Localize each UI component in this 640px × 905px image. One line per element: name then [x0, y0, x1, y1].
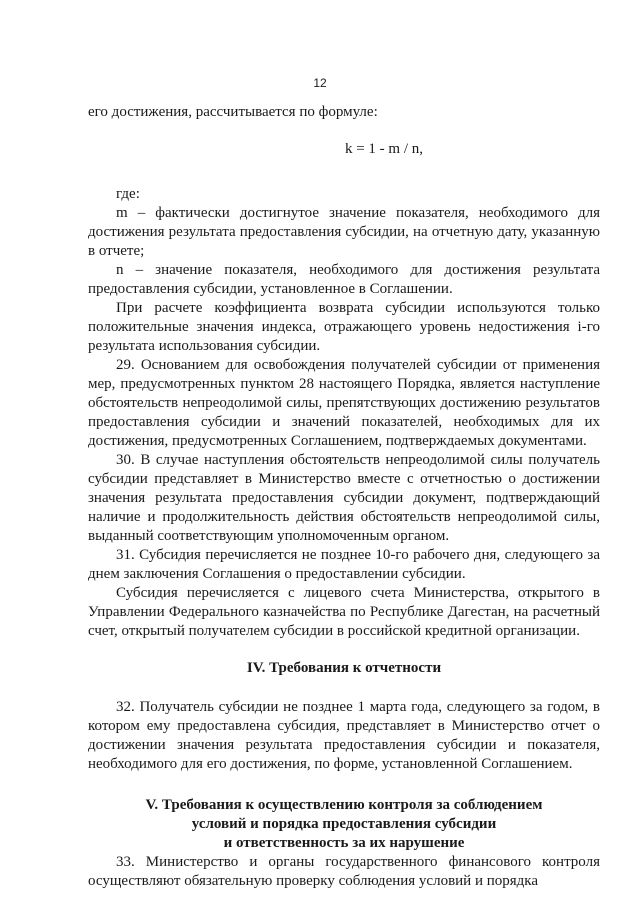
- where-label: где:: [116, 186, 140, 202]
- definition-n: n – значение показателя, необходимого для достижения результата предоставления субсидии, установленное в Соглашении.: [88, 262, 600, 297]
- paragraph-31: 31. Субсидия перечисляется не позднее 10-го рабочего дня, следующего за днем заключения Соглашения о предоставлении субсидии.: [88, 547, 600, 582]
- paragraph-31-transfer: Субсидия перечисляется с лицевого счета Министерства, открытого в Управлении Федерального казначейства по Республике Дагестан, на расчетный счет, открытый получателем субсидии в российской кредитной организации.: [88, 585, 600, 639]
- section-4-heading: IV. Требования к отчетности: [246, 660, 442, 676]
- paragraph-30: 30. В случае наступления обстоятельств непреодолимой силы получатель субсидии представляет в Министерство вместе с отчетностью о достижении значения результата предоставления субсидии документ, подтверждающий наличие и продолжительность действия обстоятельств непреодолимой силы, выданный соответствующим уполномоченным органом.: [88, 452, 600, 544]
- page-number: 12: [313, 76, 327, 90]
- paragraph-33: 33. Министерство и органы государственного финансового контроля осуществляют обязательную проверку соблюдения условий и порядка: [88, 854, 600, 889]
- definition-m: m – фактически достигнутое значение показателя, необходимого для достижения результата предоставления субсидии, на отчетную дату, указанную в отчете;: [88, 205, 600, 259]
- paragraph-32: 32. Получатель субсидии не позднее 1 марта года, следующего за годом, в котором ему предоставлена субсидия, представляет в Министерство отчет о достижении значения результата предоставления субсидии и показателя, необходимого для его достижения, по форме, установленной Соглашением.: [88, 699, 600, 772]
- paragraph-29: 29. Основанием для освобождения получателей субсидии от применения мер, предусмотренных пунктом 28 настоящего Порядка, является наступление обстоятельств непреодолимой силы, препятствующих достижению результатов предоставления субсидии и значений показателей, необходимых для их достижения, предусмотренных Соглашением, подтверждаемых документами.: [88, 357, 600, 449]
- paragraph-coefficient: При расчете коэффициента возврата субсидии используются только положительные значения индекса, отражающего уровень недостижения i-го результата использования субсидии.: [88, 300, 600, 354]
- section-5-heading: [88, 796, 600, 853]
- section-5-heading-line-3: и ответственность за их нарушение: [223, 835, 465, 851]
- section-5-heading-line-1: V. Требования к осуществлению контроля за соблюдением: [145, 797, 543, 813]
- section-5-heading-line-2: условий и порядка предоставления субсидии: [191, 816, 497, 832]
- formula: k = 1 - m / n,: [344, 141, 424, 157]
- document-body: [88, 103, 600, 891]
- intro-line: его достижения, рассчитывается по формуле:: [88, 104, 378, 120]
